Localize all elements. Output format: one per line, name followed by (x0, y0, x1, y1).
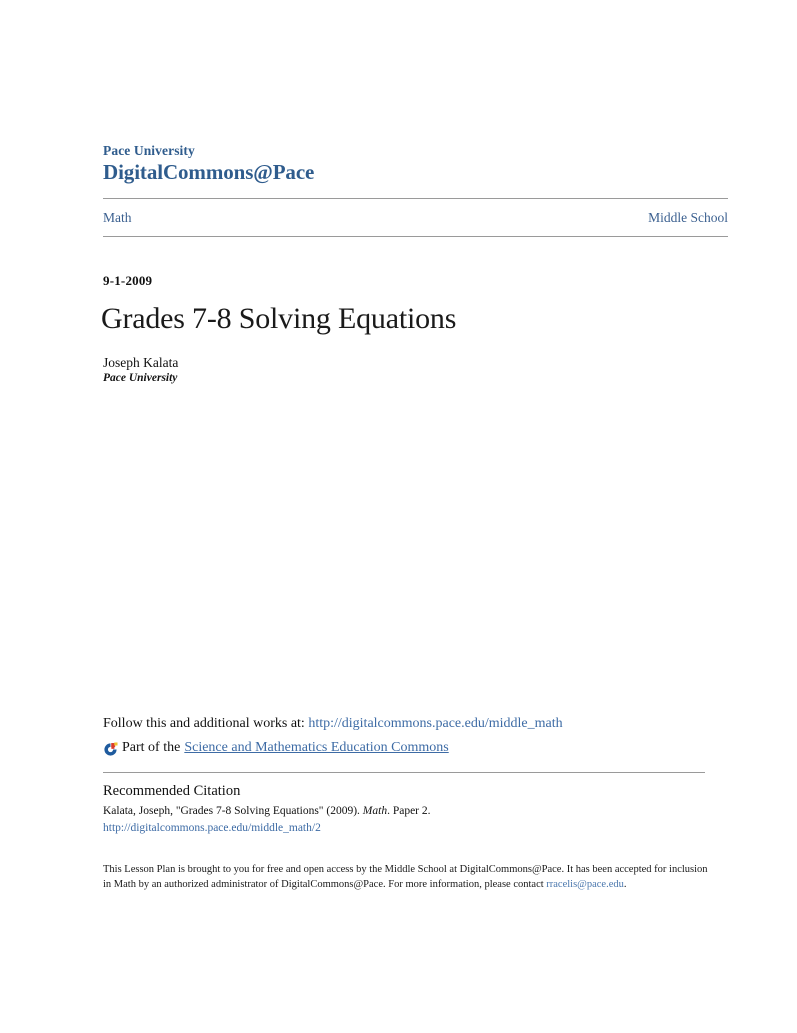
part-of-label: Part of the (122, 740, 181, 755)
citation-heading: Recommended Citation (103, 783, 241, 799)
access-statement-period: . (623, 878, 627, 890)
publication-date: 9-1-2009 (103, 273, 153, 288)
citation-series-name: Math (362, 805, 388, 817)
citation-url-link[interactable]: http://digitalcommons.pace.edu/middle_math/2 (103, 822, 321, 834)
follow-block (103, 714, 723, 758)
masthead (103, 143, 729, 185)
masthead-divider-top (103, 198, 728, 199)
citation-divider (103, 772, 705, 773)
author-affiliation: Pace University (103, 372, 178, 384)
breadcrumb (103, 208, 728, 232)
citation-text-after: . Paper 2. (387, 805, 431, 817)
citation-text (103, 804, 723, 819)
follow-prefix-text: Follow this and additional works at: (103, 716, 305, 731)
breadcrumb-item-math[interactable]: Math (103, 210, 132, 225)
part-of-line (103, 738, 723, 758)
institution-name: Pace University (103, 143, 195, 158)
citation-text-before: Kalata, Joseph, "Grades 7-8 Solving Equations" (2009). (103, 805, 363, 817)
access-statement (103, 863, 717, 892)
repository-name: DigitalCommons@Pace (103, 160, 315, 184)
author-name: Joseph Kalata (103, 355, 179, 370)
page-title: Grades 7-8 Solving Equations (101, 302, 457, 335)
recommended-citation (103, 781, 723, 836)
access-statement-text: This Lesson Plan is brought to you for free and open access by the Middle School at DigitalCommons@Pace. It has been accepted for inclusion in Math by an authorized administrator of DigitalCommons@Pace. For more information, please contact (103, 864, 708, 890)
follow-line (103, 714, 723, 734)
breadcrumb-item-middle-school[interactable]: Middle School (648, 210, 728, 225)
subject-commons-link[interactable]: Science and Mathematics Education Commons (184, 740, 449, 755)
digital-commons-network-logo-icon (103, 742, 118, 757)
author-block (103, 354, 603, 386)
collection-url-link[interactable]: http://digitalcommons.pace.edu/middle_math (308, 716, 563, 731)
masthead-divider-bottom (103, 236, 728, 237)
contact-email-link[interactable]: rracelis@pace.edu (546, 878, 624, 890)
